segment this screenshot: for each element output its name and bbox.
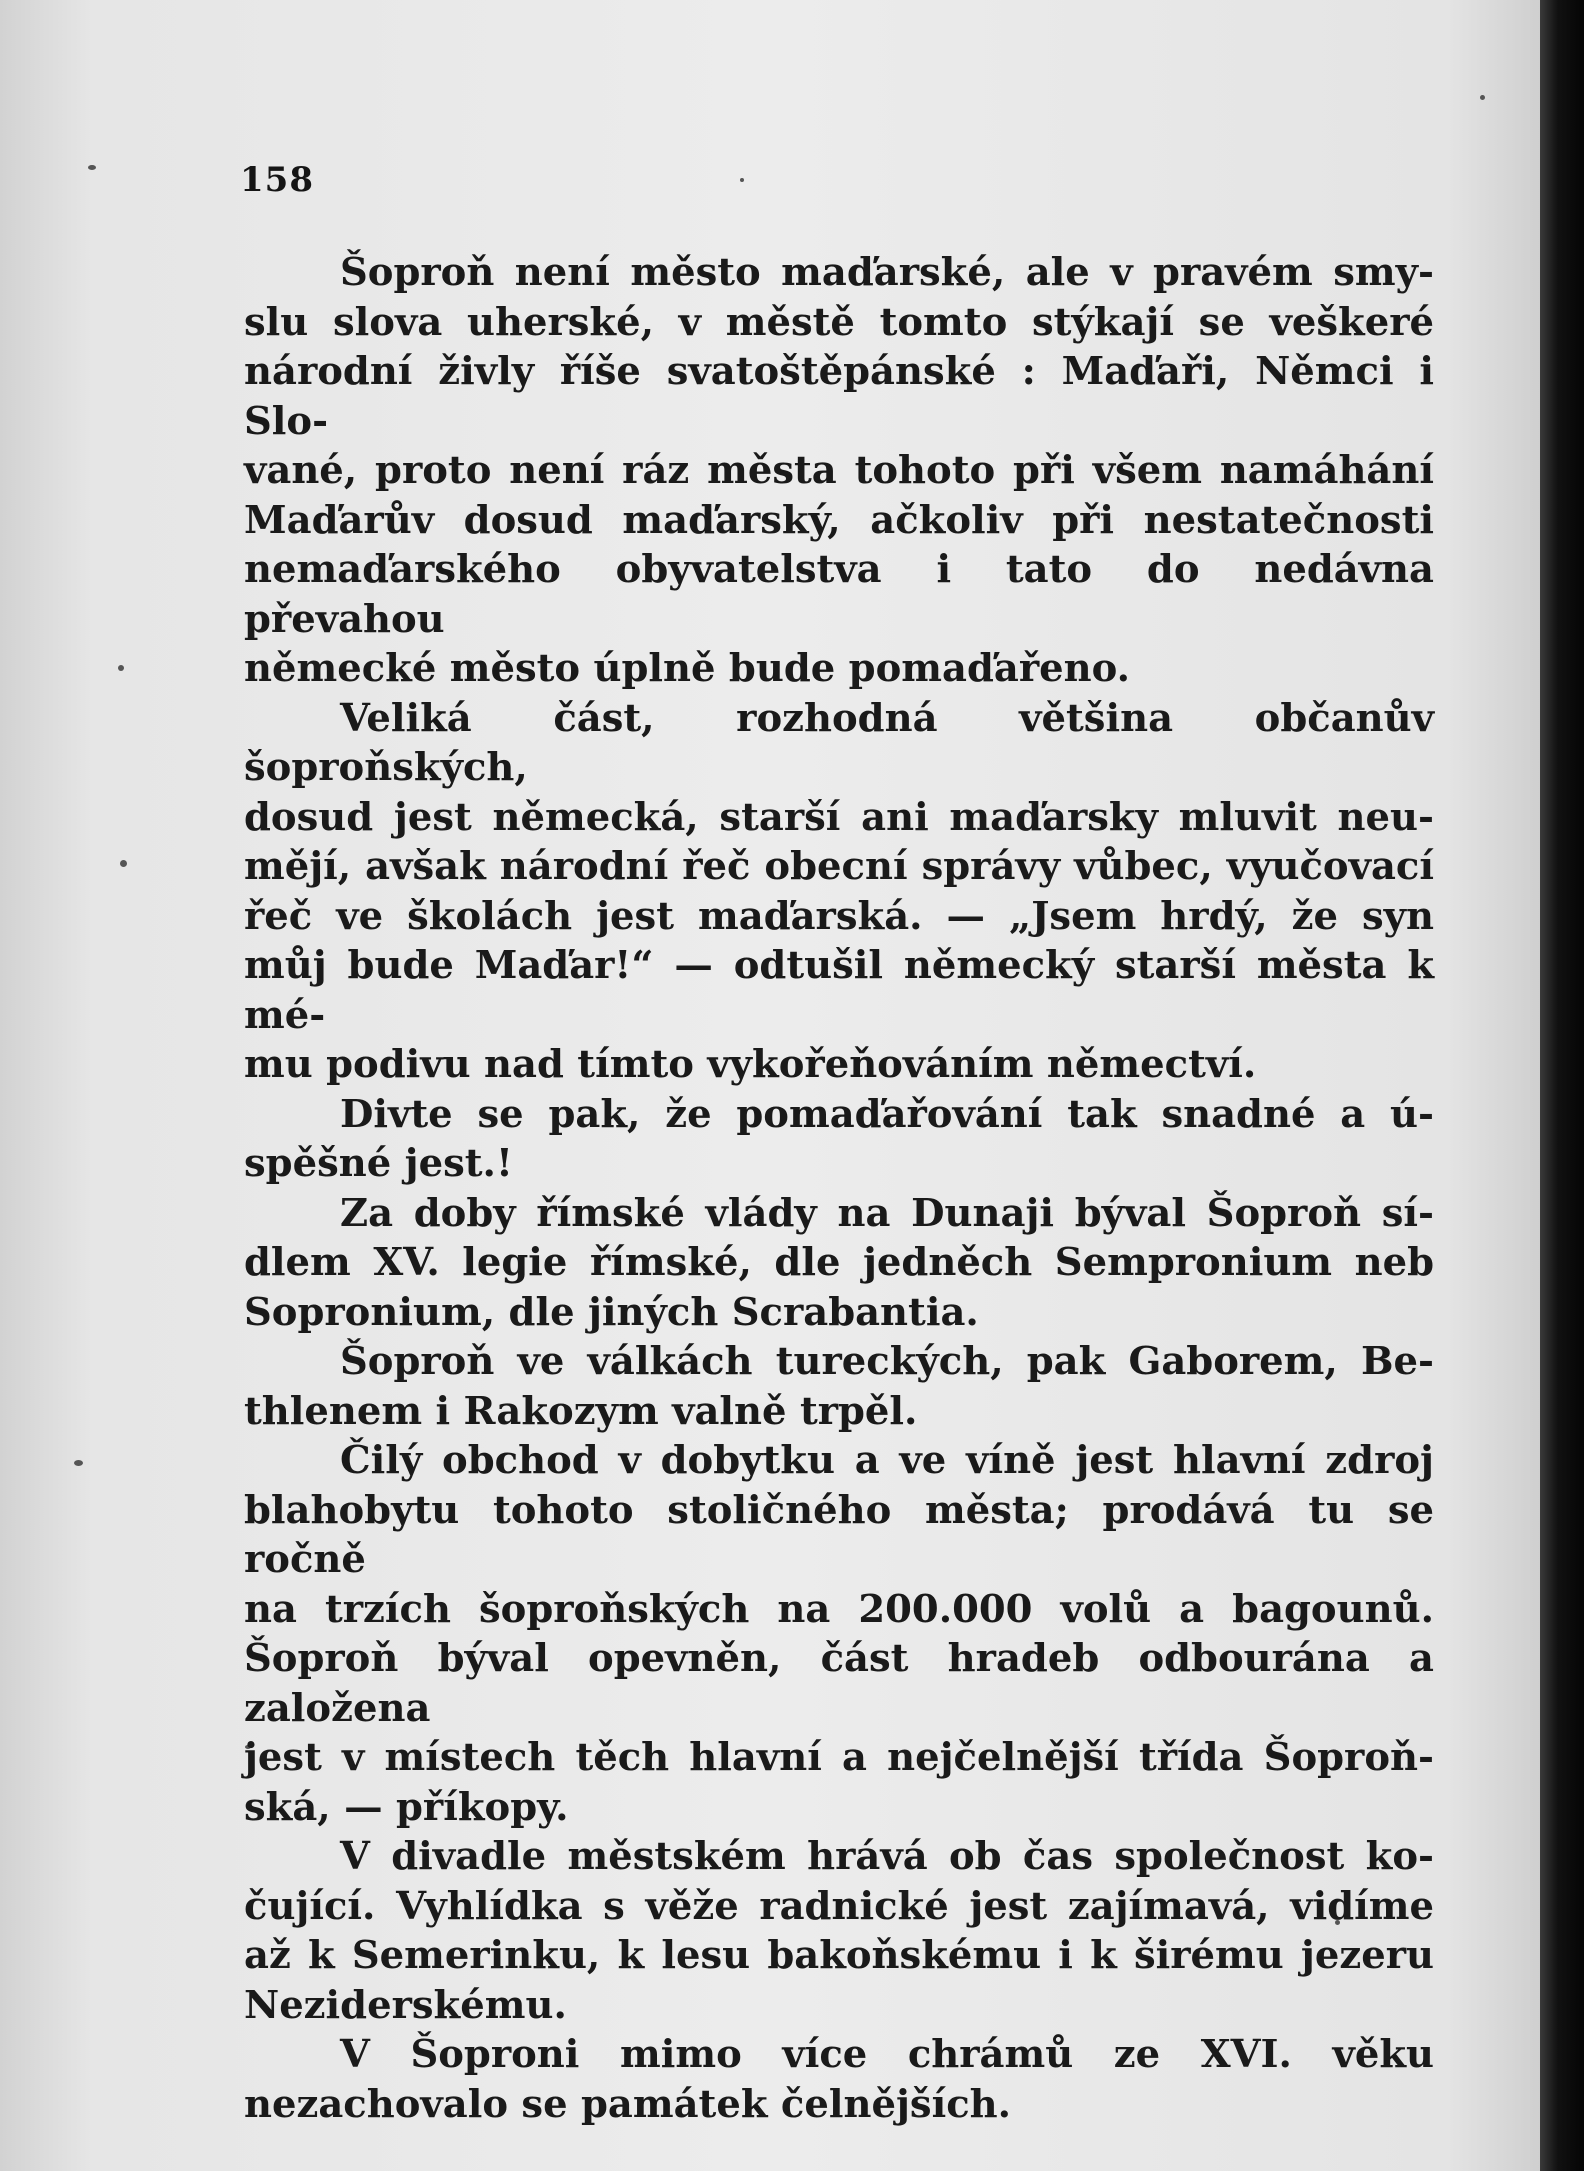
text-line: Neziderskému.	[244, 1982, 567, 2028]
text-line: blahobytu tohoto stoličného města; prodává tu se ročně	[244, 1487, 1434, 1582]
paper-speck	[88, 165, 96, 170]
paper-speck	[118, 665, 124, 671]
text-line: Šoproň není město maďarské, ale v pravém smy-	[340, 250, 1434, 295]
text-line: dlem XV. legie římské, dle jedněch Sempronium neb	[244, 1240, 1434, 1285]
text-line: Maďarův dosud maďarský, ačkoliv při nestatečnosti	[244, 497, 1434, 543]
paper-speck	[740, 178, 744, 182]
text-line: Veliká část, rozhodná většina občanův šoproňských,	[244, 695, 1434, 790]
text-line: spěšné jest.!	[244, 1141, 513, 1186]
text-line: dosud jest německá, starší ani maďarsky mluvit neu-	[244, 794, 1434, 840]
paper-speck	[1480, 95, 1485, 100]
text-line: na trzích šoproňských na 200.000 volů a bagounů.	[244, 1586, 1434, 1632]
paper-speck	[74, 1460, 83, 1466]
page-number: 158	[240, 160, 314, 200]
text-line: thlenem i Rakozym valně trpěl.	[244, 1388, 918, 1434]
text-line: Šoproň ve válkách tureckých, pak Gaborem, Be-	[340, 1339, 1434, 1384]
paper-speck	[120, 860, 127, 867]
text-line: národní živly říše svatoštěpánské : Maďaři, Němci i Slo-	[244, 349, 1434, 444]
text-line: řeč ve školách jest maďarská. — „Jsem hrdý, že syn	[244, 893, 1434, 939]
text-line: V divadle městském hrává ob čas společnost ko-	[340, 1834, 1434, 1879]
text-line: mějí, avšak národní řeč obecní správy vůbec, vyučovací	[244, 844, 1434, 889]
text-line: německé město úplně bude pomaďařeno.	[244, 646, 1130, 691]
text-line: ská, — příkopy.	[244, 1784, 569, 1830]
text-line: čující. Vyhlídka s věže radnické jest zajímavá, vidíme	[244, 1883, 1434, 1929]
text-line: vané, proto není ráz města tohoto při všem namáhání	[244, 448, 1434, 493]
text-line: slu slova uherské, v městě tomto stýkají se veškeré	[244, 299, 1434, 345]
body-text	[244, 248, 1434, 2129]
text-line: mu podivu nad tímto vykořeňováním němectví.	[244, 1042, 1257, 1087]
text-line: Za doby římské vlády na Dunaji býval Šoproň sí-	[340, 1190, 1434, 1236]
text-line: V Šoproni mimo více chrámů ze XVI. věku	[340, 2032, 1434, 2077]
scan-dark-edge	[1540, 0, 1584, 2171]
text-line: Divte se pak, že pomaďařování tak snadné a ú-	[340, 1091, 1434, 1137]
text-line: můj bude Maďar!“ — odtušil německý starší města k mé-	[244, 943, 1434, 1038]
text-line: nezachovalo se památek čelnějších.	[244, 2081, 1012, 2127]
text-line: Sopronium, dle jiných Scrabantia.	[244, 1289, 979, 1335]
text-line: Šoproň býval opevněn, část hradeb odbourána a založena	[244, 1636, 1434, 1731]
text-line: jest v místech těch hlavní a nejčelnější třída Šoproň-	[244, 1735, 1434, 1780]
text-line: až k Semerinku, k lesu bakoňskému i k širému jezeru	[244, 1933, 1434, 1978]
text-line: nemaďarského obyvatelstva i tato do nedávna převahou	[244, 547, 1434, 642]
text-line: Čilý obchod v dobytku a ve víně jest hlavní zdroj	[340, 1438, 1434, 1483]
